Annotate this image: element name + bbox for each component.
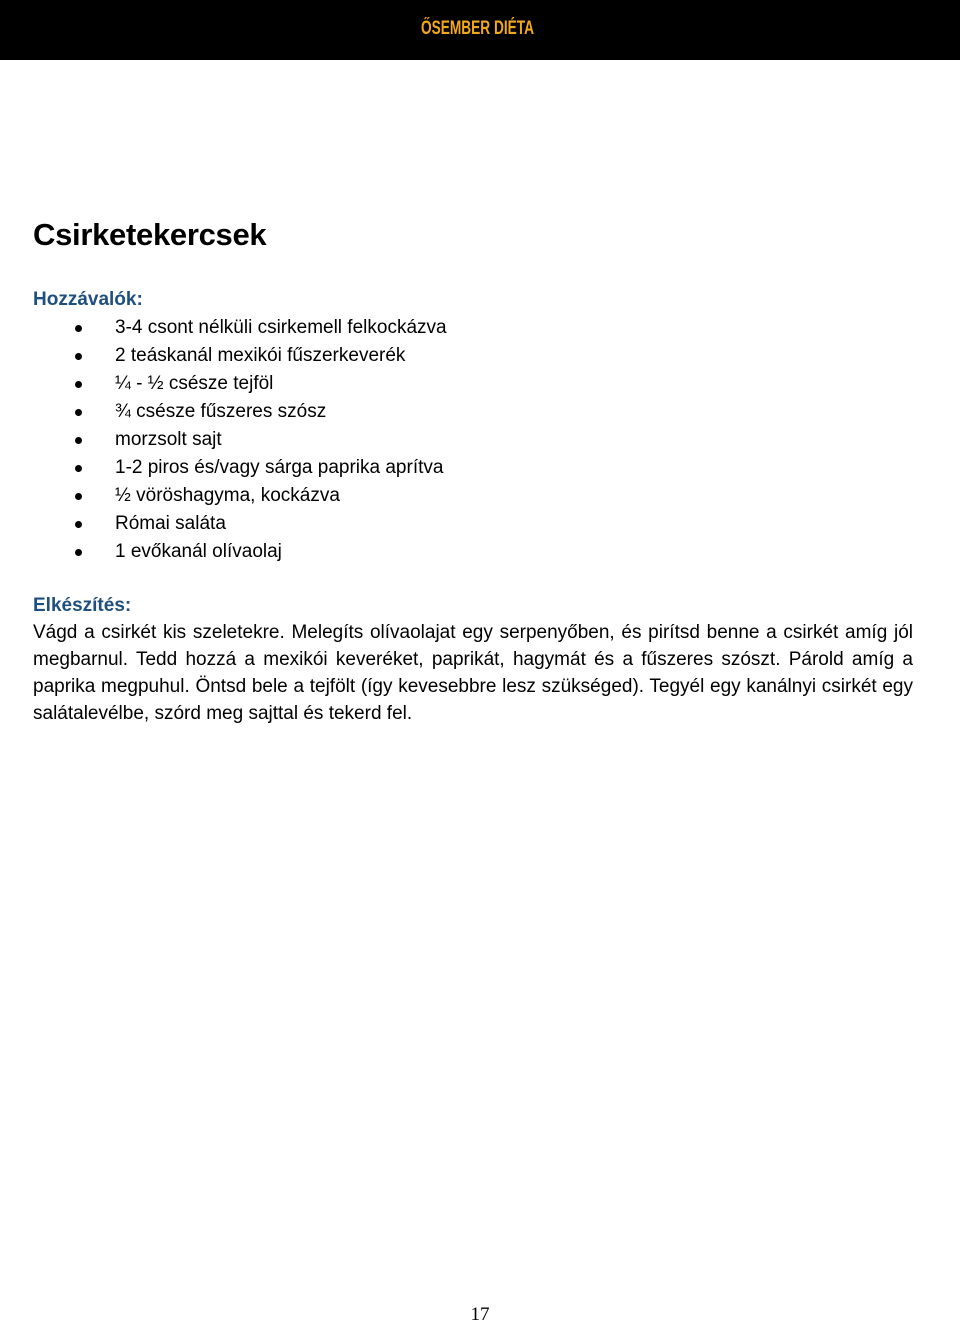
ingredient-item: [0, 398, 447, 426]
bullet-icon: [75, 381, 82, 388]
ingredient-text: 1 evőkanál olívaolaj: [115, 541, 282, 562]
ingredient-item: [0, 510, 447, 538]
ingredient-list: [0, 314, 447, 566]
ingredient-text: ¾ csésze fűszeres szósz: [115, 401, 327, 422]
ingredient-item: [0, 426, 447, 454]
bullet-icon: [75, 353, 82, 360]
ingredient-item: [0, 538, 447, 566]
ingredients-heading: Hozzávalók:: [33, 289, 143, 310]
page-number: 17: [470, 1304, 490, 1325]
ingredient-text: 3-4 csont nélküli csirkemell felkockázva: [115, 317, 447, 338]
ingredient-item: [0, 370, 447, 398]
ingredient-item: [0, 314, 447, 342]
recipe-title: Csirketekercsek: [33, 217, 267, 252]
method-paragraph: Vágd a csirkét kis szeletekre. Melegíts olívaolajat egy serpenyőben, és pirítsd benne a csirkét amíg jól megbarnul. Tedd hozzá a mexikói keveréket, paprikát, hagymát és a fűszeres szószt. Párold amíg a paprika megpuhul. Öntsd bele a tejfölt (így kevesebbre lesz szükséged). Tegyél egy kanálnyi csirkét egy salátalevélbe, szórd meg sajttal és tekerd fel.: [33, 622, 913, 724]
ingredient-text: 2 teáskanál mexikói fűszerkeverék: [115, 345, 406, 366]
bullet-icon: [75, 465, 82, 472]
ingredient-text: Római saláta: [115, 513, 226, 534]
ingredient-item: [0, 454, 447, 482]
bullet-icon: [75, 549, 82, 556]
bullet-icon: [75, 325, 82, 332]
ingredient-item: [0, 342, 447, 370]
bullet-icon: [75, 521, 82, 528]
bullet-icon: [75, 493, 82, 500]
method-heading: Elkészítés:: [33, 595, 132, 616]
brand-logo: [132, 0, 823, 60]
brand-logo-text: ŐSEMBER DIÉTA: [420, 18, 534, 39]
ingredient-text: 1-2 piros és/vagy sárga paprika aprítva: [115, 457, 444, 478]
ingredient-item: [0, 482, 447, 510]
ingredient-text: ½ vöröshagyma, kockázva: [115, 485, 340, 506]
ingredient-text: morzsolt sajt: [115, 429, 222, 450]
header-bar: [0, 0, 960, 60]
bullet-icon: [75, 437, 82, 444]
bullet-icon: [75, 409, 82, 416]
ingredient-text: ¼ - ½ csésze tejföl: [115, 373, 274, 394]
